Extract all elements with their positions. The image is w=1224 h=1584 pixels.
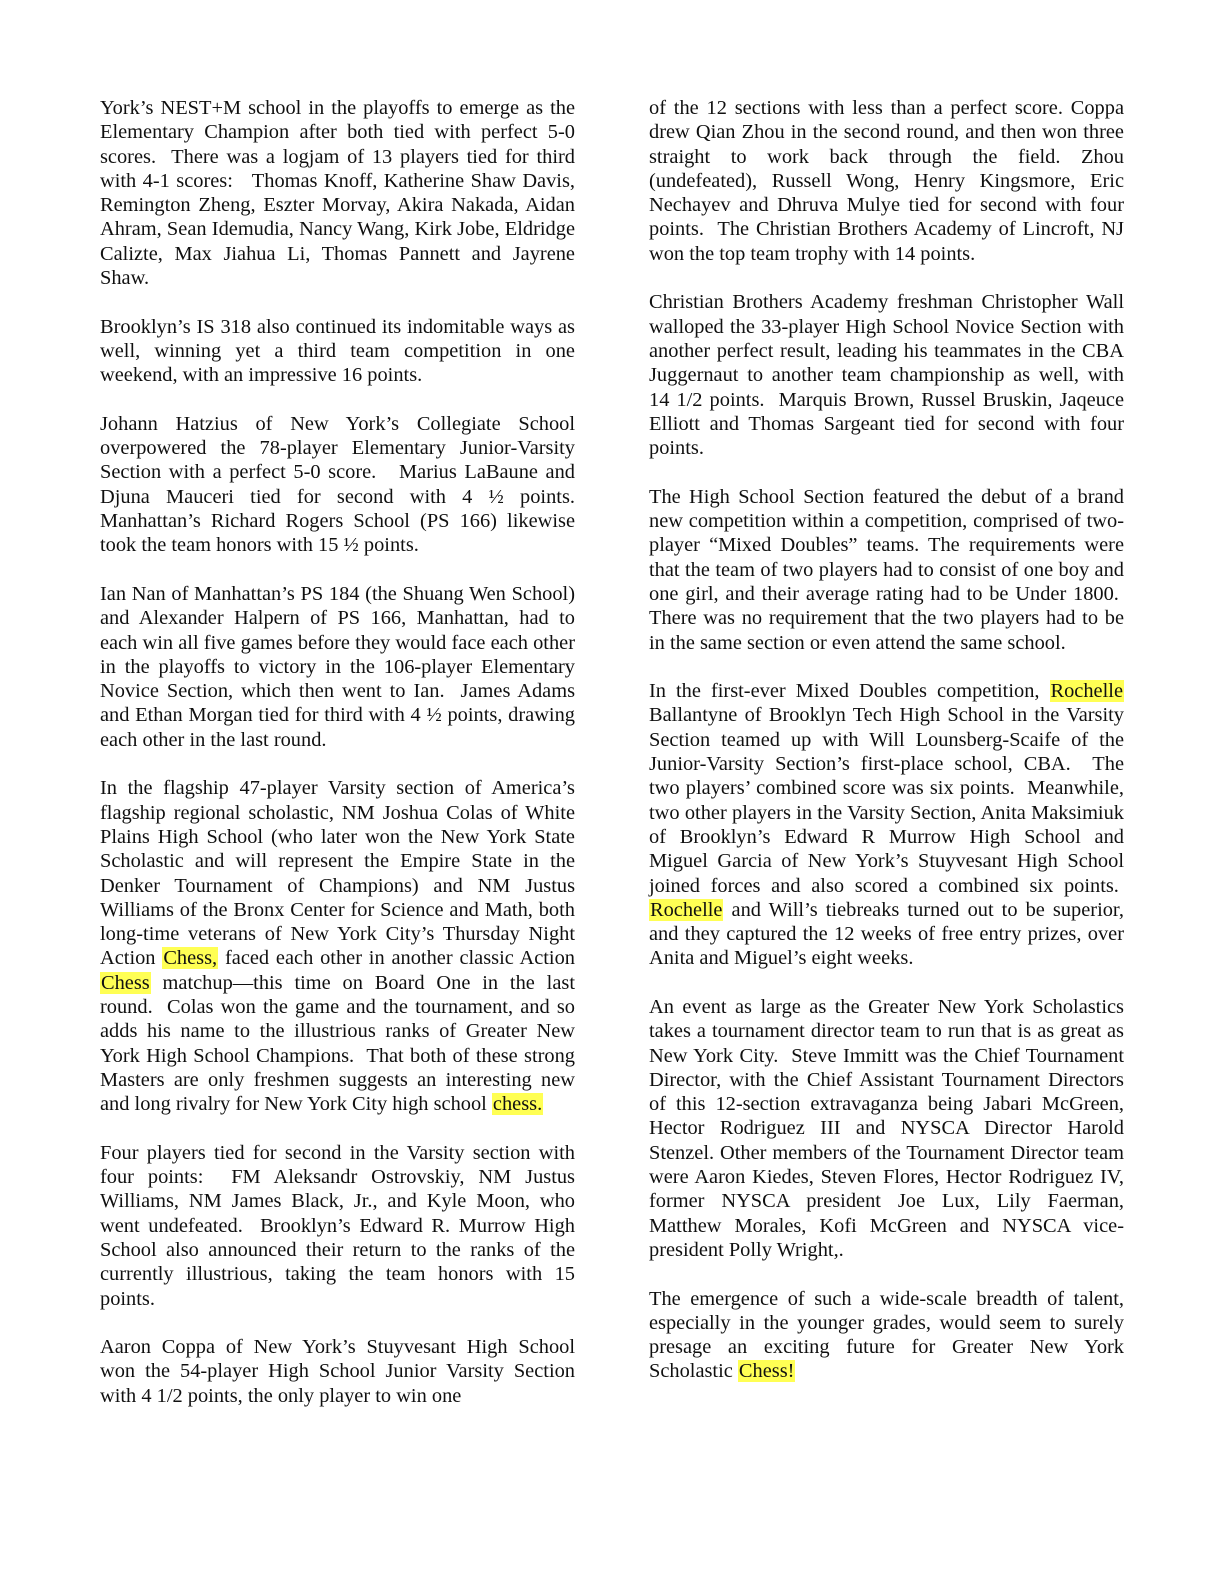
text-segment: In the first-ever Mixed Doubles competition, bbox=[649, 680, 1050, 703]
paragraph bbox=[100, 1335, 575, 1408]
highlighted-text: chess. bbox=[492, 1093, 543, 1116]
paragraph bbox=[649, 485, 1124, 655]
highlighted-text: Rochelle bbox=[650, 898, 723, 921]
paragraph bbox=[100, 412, 575, 558]
text-segment: The High School Section featured the debut of a brand new competition within a competition, comprised of two-player “Mixed Doubles” teams. The requirements were that the team of two players had to consist of one boy and one girl, and their average rating had to be Under 1800. There was no requirement that the two players had to be in the same section or even attend the same school. bbox=[649, 485, 1124, 654]
paragraph bbox=[100, 776, 575, 1116]
text-segment: Ian Nan of Manhattan’s PS 184 (the Shuang Wen School) and Alexander Halpern of PS 166, Manhattan, had to each win all five games before they would face each other in the playoffs to victory in the 106-player Elementary Novice Section, which then went to Ian. James Adams and Ethan Morgan tied for third with 4 ½ points, drawing each other in the last round. bbox=[100, 582, 575, 751]
paragraph bbox=[649, 290, 1124, 460]
highlighted-text: Rochelle bbox=[1050, 680, 1123, 703]
highlighted-text: Chess, bbox=[163, 947, 218, 970]
highlighted-text: Chess! bbox=[738, 1360, 795, 1383]
text-segment: and Will’s tiebreaks turned out to be superior, and they captured the 12 weeks of free entry prizes, over Anita and Miguel’s eight weeks. bbox=[649, 898, 1124, 970]
text-segment: Ballantyne of Brooklyn Tech High School in the Varsity Section teamed up with Will Lounsberg-Scaife of the Junior-Varsity Section’s first-place school, CBA. The two players’ combined score was six points. Meanwhile, two other players in the Varsity Section, Anita Maksimiuk of Brooklyn’s Edward R Murrow High School and Miguel Garcia of New York’s Stuyvesant High School joined forces and also scored a combined six points. bbox=[649, 704, 1124, 897]
text-segment: York’s NEST+M school in the playoffs to emerge as the Elementary Champion after both tied with perfect 5-0 scores. There was a logjam of 13 players tied for third with 4-1 scores: Thomas Knoff, Katherine Shaw Davis, Remington Zheng, Eszter Morvay, Akira Nakada, Aidan Ahram, Sean Idemudia, Nancy Wang, Kirk Jobe, Eldridge Calizte, Max Jiahua Li, Thomas Pannett and Jayrene Shaw. bbox=[100, 97, 575, 290]
right-column bbox=[649, 96, 1124, 1544]
text-segment: An event as large as the Greater New York Scholastics takes a tournament director team to run that is as great as New York City. Steve Immitt was the Chief Tournament Director, with the Chief Assistant Tournament Directors of this 12-section extravaganza being Jabari McGreen, Hector Rodriguez III and NYSCA Director Harold Stenzel. Other members of the Tournament Director team were Aaron Kiedes, Steven Flores, Hector Rodriguez IV, former NYSCA president Joe Lux, Lily Faerman, Matthew Morales, Kofi McGreen and NYSCA vice-president Polly Wright,. bbox=[649, 995, 1124, 1261]
paragraph bbox=[649, 96, 1124, 266]
text-segment: Four players tied for second in the Varsity section with four points: FM Aleksandr Ostrovskiy, NM Justus Williams, NM James Black, Jr., and Kyle Moon, who went undefeated. Brooklyn’s Edward R. Murrow High School also announced their return to the ranks of the currently illustrious, taking the team honors with 15 points. bbox=[100, 1141, 575, 1310]
paragraph bbox=[100, 96, 575, 290]
paragraph bbox=[649, 995, 1124, 1262]
highlighted-text: Chess bbox=[101, 971, 150, 994]
text-segment: Johann Hatzius of New York’s Collegiate School overpowered the 78-player Elementary Junior-Varsity Section with a perfect 5-0 score. Marius LaBaune and Djuna Mauceri tied for second with 4 ½ points. Manhattan’s Richard Rogers School (PS 166) likewise took the team honors with 15 ½ points. bbox=[100, 412, 575, 557]
paragraph bbox=[649, 679, 1124, 971]
text-segment: Aaron Coppa of New York’s Stuyvesant High School won the 54-player High School Junior Varsity Section with 4 1/2 points, the only player to win one bbox=[100, 1336, 575, 1407]
left-column bbox=[100, 96, 575, 1544]
paragraph bbox=[100, 1141, 575, 1311]
text-segment: The emergence of such a wide-scale breadth of talent, especially in the younger grades, would seem to surely presage an exciting future for Greater New York Scholastic bbox=[649, 1287, 1124, 1383]
text-segment: matchup—this time on Board One in the last round. Colas won the game and the tournament, and so adds his name to the illustrious ranks of Greater New York High School Champions. That both of these strong Masters are only freshmen suggests an interesting new and long rivalry for New York City high school bbox=[100, 971, 575, 1116]
text-segment: Christian Brothers Academy freshman Christopher Wall walloped the 33-player High School Novice Section with another perfect result, leading his teammates in the CBA Juggernaut to another team championship as well, with 14 1/2 points. Marquis Brown, Russel Bruskin, Jaqeuce Elliott and Thomas Sargeant tied for second with four points. bbox=[649, 291, 1124, 460]
paragraph bbox=[649, 1287, 1124, 1384]
text-segment: faced each other in another classic Action bbox=[218, 947, 575, 970]
paragraph bbox=[100, 315, 575, 388]
text-segment: In the flagship 47-player Varsity section of America’s flagship regional scholastic, NM Joshua Colas of White Plains High School (who later won the New York State Scholastic and will represent the Empire State in the Denker Tournament of Champions) and NM Justus Williams of the Bronx Center for Science and Math, both long-time veterans of New York City’s Thursday Night Action bbox=[100, 777, 575, 970]
text-segment: of the 12 sections with less than a perfect score. Coppa drew Qian Zhou in the second round, and then won three straight to work back through the field. Zhou (undefeated), Russell Wong, Henry Kingsmore, Eric Nechayev and Dhruva Mulye tied for second with four points. The Christian Brothers Academy of Lincroft, NJ won the top team trophy with 14 points. bbox=[649, 97, 1124, 265]
text-segment: Brooklyn’s IS 318 also continued its indomitable ways as well, winning yet a third team competition in one weekend, with an impressive 16 points. bbox=[100, 315, 575, 387]
paragraph bbox=[100, 582, 575, 752]
